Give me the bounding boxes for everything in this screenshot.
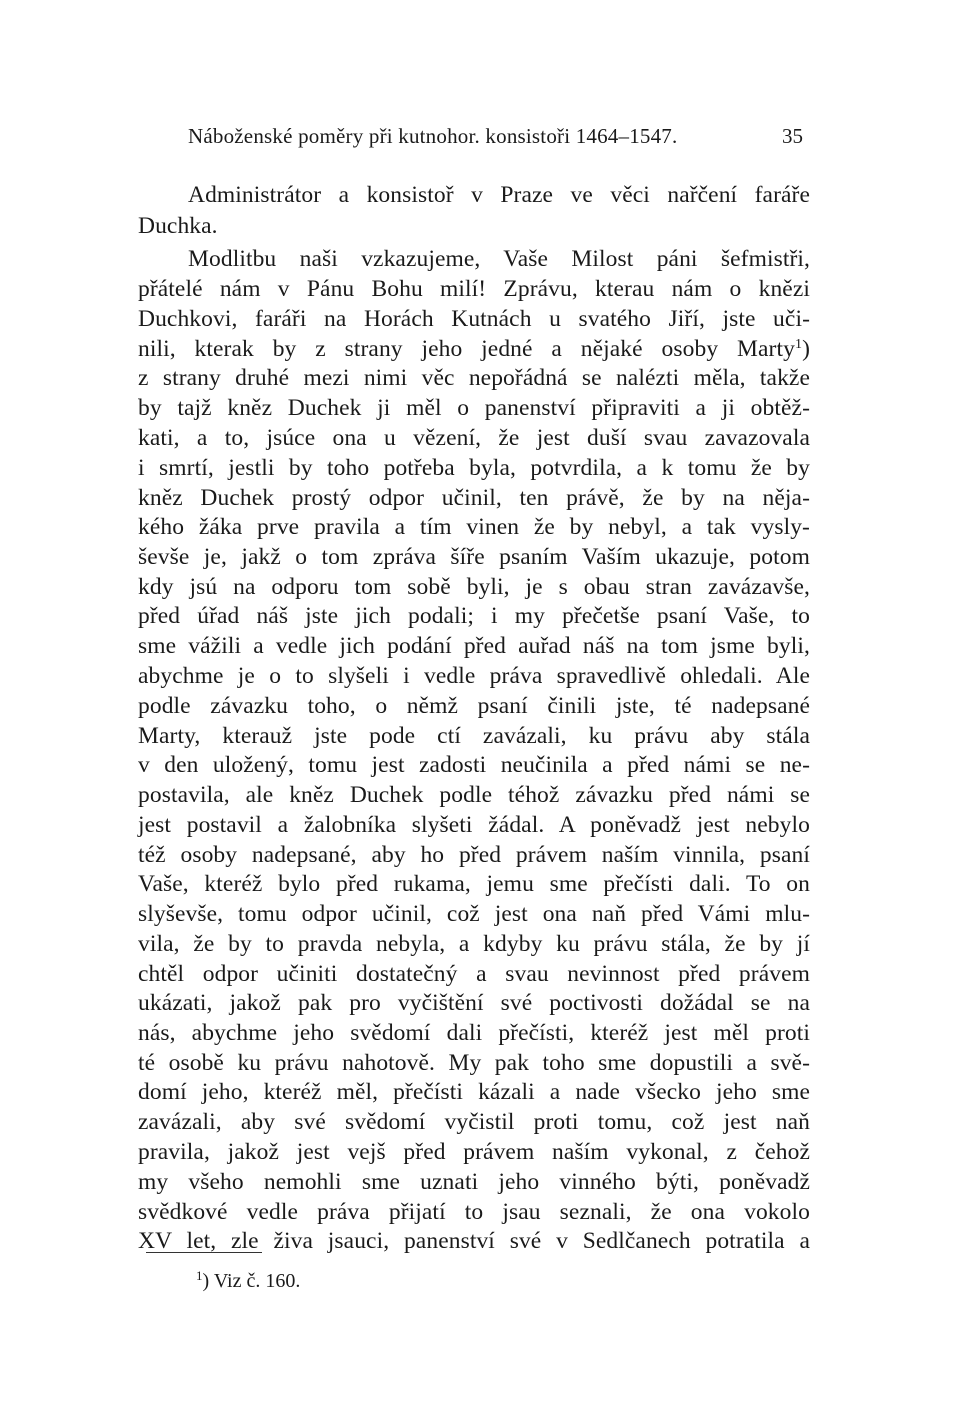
body-line-26: ukázati, jakož pak pro vyčištění své poctivosti dožádal se na [138,990,810,1016]
body-line-34: XV let, zle živa jsauci, panenství své v Sedlčanech potratila a [138,1228,810,1254]
section-heading-line-2: Duchka. [138,213,218,239]
body-line-10: kého žáka prve pravila a tím vinen že by nebyl, a tak vysly- [138,514,810,540]
footnote-mark-close: ) [202,1270,210,1292]
body-line-4-text: nili, kterak by z strany jeho jedné a nějaké osoby Marty [138,336,795,362]
section-heading-line-1: Administrátor a konsistoř v Praze ve věci nařčení faráře [188,182,810,208]
body-line-14: sme vážili a vedle jich podání před auřad náš na tom jsme byli, [138,633,810,659]
running-title: Náboženské poměry při kutnohor. konsistoři 1464–1547. [188,124,678,148]
body-line-21: též osoby nadepsané, aby ho před právem naším vinnila, psaní [138,842,810,868]
body-line-3: Duchkovi, faráři na Horách Kutnách u svatého Jiří, jste uči- [138,306,810,332]
body-line-30: zavázali, aby své svědomí vyčistil proti tomu, což jest naň [138,1109,810,1135]
body-line-24: vila, že by to pravda nebyla, a kdyby ku právu stála, že by jí [138,931,810,957]
body-line-28: té osobě ku právu nahotově. My pak toho sme dopustili a svě- [138,1050,810,1076]
body-line-4 [138,336,810,363]
body-line-15: abychme je o to slyšeli i vedle práva spravedlivě ohledali. Ale [138,663,810,689]
footnote-divider [146,1252,262,1253]
body-line-22: Vaše, kteréž bylo před rukama, jemu sme přečísti dali. To on [138,871,810,897]
page-number: 35 [782,124,803,148]
body-line-16: podle závazku toho, o němž psaní činili jste, té nadepsané [138,693,810,719]
body-line-33: svědkové vedle práva přijatí to jsau seznali, že ona vokolo [138,1199,810,1225]
body-line-6: by tajž kněz Duchek ji měl o panenství připraviti a ji obtěž- [138,395,810,421]
body-line-32: my všeho nemohli sme uznati jeho vinného býti, poněvadž [138,1169,810,1195]
body-line-7: kati, a to, jsúce ona u vězení, že jest duší svau zavazovala [138,425,810,451]
body-line-18: v den uložený, tomu jest zadosti neučinila a před námi se ne- [138,752,810,778]
body-line-2: přátelé nám v Pánu Bohu milí! Zprávu, kterau nám o knězi [138,276,810,302]
body-line-23: slyševše, tomu odpor učinil, což jest ona naň před Vámi mlu- [138,901,810,927]
body-line-20: jest postavil a žalobníka slyšeti žádal. A poněvadž jest nebylo [138,812,810,838]
body-line-12: kdy jsú na odporu tom sobě byli, je s obau stran zavázavše, [138,574,810,600]
body-line-1: Modlitbu naši vzkazujeme, Vaše Milost páni šefmistři, [188,246,810,272]
footnote-reference: $^1$) [794,336,810,362]
body-line-8: i smrtí, jestli by toho potřeba byla, potvrdila, a k tomu že by [138,455,810,481]
body-line-13: před úřad náš jste jich podali; i my přečetše psaní Vaše, to [138,603,810,629]
footnote-text: Viz č. 160. [213,1270,301,1292]
footnote [196,1268,300,1293]
body-line-5: z strany druhé mezi nimi věc nepořádná se nalézti měla, takže [138,365,810,391]
body-line-25: chtěl odpor učiniti dostatečný a svau nevinnost před právem [138,961,810,987]
footnote-mark: 1 [196,1268,203,1283]
body-line-31: pravila, jakož jest vejš před právem naším vykonal, z čehož [138,1139,810,1165]
body-line-19: postavila, ale kněz Duchek podle téhož závazku před námi se [138,782,810,808]
body-line-17: Marty, kterauž jste pode ctí zavázali, ku právu aby stála [138,723,810,749]
body-line-29: domí jeho, kteréž měl, přečísti kázali a nade všecko jeho sme [138,1079,810,1105]
body-line-9: kněz Duchek prostý odpor učinil, ten právě, že by na něja- [138,485,810,511]
body-line-27: nás, abychme jeho svědomí dali přečísti, kteréž jest měl proti [138,1020,810,1046]
body-line-11: ševše je, jakž o tom zpráva šíře psaním Vaším ukazuje, potom [138,544,810,570]
